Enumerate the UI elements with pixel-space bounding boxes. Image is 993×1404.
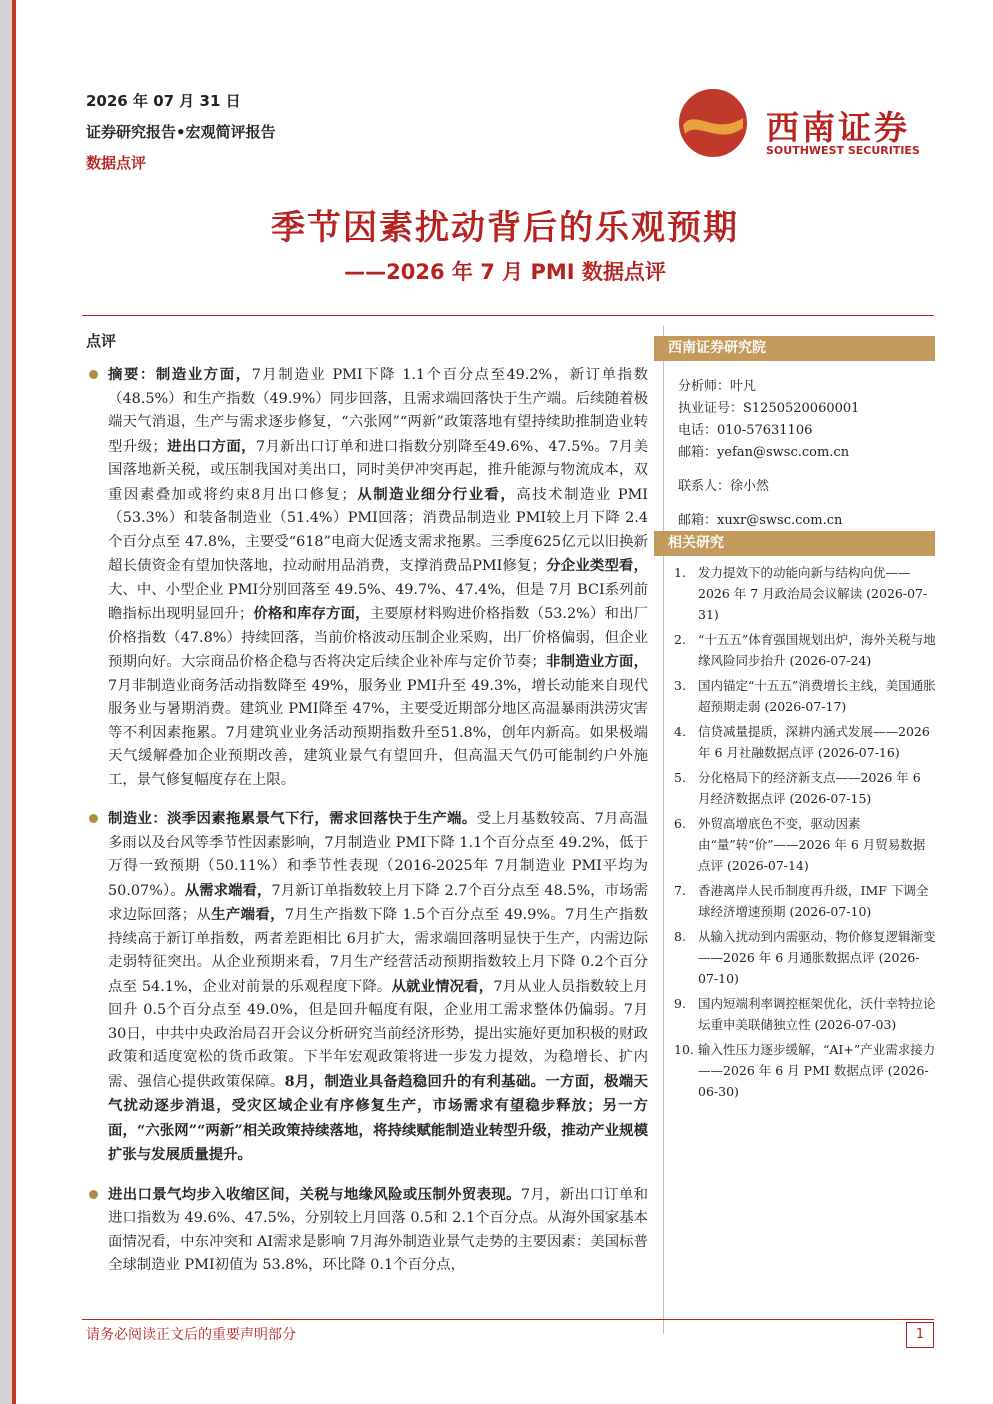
related-item[interactable]: 2. “十五五”体育强国规划出炉，海外关税与地缘风险同步抬升 (2026-07-24)	[674, 632, 936, 668]
footer-divider	[82, 1319, 934, 1320]
related-research-list	[674, 562, 936, 1106]
paragraph-text	[108, 1187, 648, 1274]
analyst-email[interactable]: 邮箱：yefan@swsc.com.cn	[678, 445, 850, 460]
related-item[interactable]: 7. 香港离岸人民币制度再升级，IMF 下调全球经济增速预期 (2026-07-10)	[674, 883, 929, 919]
phone-number: 电话：010-57631106	[678, 423, 813, 438]
emphasis-text: 分企业类型看，	[546, 557, 648, 574]
report-date: 2026 年 07 月 31 日	[86, 92, 241, 110]
body-text: 高技术制造业 PMI（53.3%）和装备制造业（51.4%）PMI回落；消费品制造业 PMI较上月下降 2.4个百分点至 47.8%，主要受“618”电商大促透支需求拖累。三季度625亿元以旧换新超长债资金有望加快落地，拉动耐用品消费，支撑消费品PMI修复；	[108, 486, 648, 574]
body-text: 7月制造业 PMI下降 1.1个百分点至49.2%，新订单指数（48.5%）和生产指数（49.9%）同步回落，且需求端回落快于生产端。后续随着极端天气消退，生产与需求逐步修复，“六张网”“两新”政策落地有望持续助推制造业转型升级；	[108, 367, 648, 455]
emphasis-text: 摘要：制造业方面，	[108, 366, 252, 383]
body-text: 受上月基数较高、7月高温多雨以及台风等季节性因素影响，7月制造业 PMI下降 1.1个百分点至 49.2%，低于万得一致预期（50.11%）和季节性表现（2016-2025年 7月制造业 PMI平均为 50.07%）。	[108, 811, 648, 899]
main-content	[86, 363, 648, 1293]
related-item[interactable]: 4. 信贷减量提质，深耕内涵式发展——2026 年 6 月社融数据点评 (2026-07-16)	[674, 724, 930, 760]
page-number: 1	[906, 1322, 934, 1348]
emphasis-text: 价格和库存方面，	[253, 605, 370, 622]
logo-text-cn: 西南证券	[766, 108, 910, 147]
related-item[interactable]: 6. 外贸高增底色不变，驱动因素由“量”转“价”——2026 年 6 月贸易数据点评 (2026-07-14)	[674, 816, 926, 873]
logo-text-en: SOUTHWEST SECURITIES	[766, 144, 920, 157]
emphasis-text: 从就业情况看，	[391, 977, 494, 995]
header-divider	[82, 315, 934, 316]
company-logo	[678, 88, 938, 168]
report-title: 季节因素扰动背后的乐观预期	[271, 208, 739, 248]
institute-header: 西南证券研究院	[654, 336, 935, 361]
analyst-name: 分析师：叶凡	[678, 379, 757, 394]
body-text: 7月新订单指数较上月下降 2.7个百分点至 48.5%，市场需求边际回落；从	[108, 882, 648, 923]
commentary-paragraph-1	[86, 363, 648, 792]
analyst-info	[678, 376, 859, 532]
bullet-icon	[89, 814, 98, 823]
disclaimer-notice: 请务必阅读正文后的重要声明部分	[86, 1327, 296, 1343]
emphasis-text: 进出口方面，	[166, 437, 256, 455]
bullet-icon	[89, 1190, 98, 1199]
emphasis-text: 生产端看，	[211, 906, 285, 923]
body-text: 大、中、小型企业 PMI分别回落至 49.5%、49.7%、47.4%，但是 7月 BCI系列前瞻指标出现明显回升；	[108, 581, 648, 622]
commentary-paragraph-2	[86, 807, 648, 1168]
license-number: 执业证号：S1250520060001	[678, 401, 860, 416]
related-item[interactable]: 5. 分化格局下的经济新支点——2026 年 6 月经济数据点评 (2026-07-15)	[674, 770, 921, 806]
body-text: 主要原材料购进价格指数（53.2%）和出厂价格指数（47.8%）持续回落，当前价格波动压制企业采购，出厂价格偏弱，但企业预期向好。大宗商品价格企稳与否将决定后续企业补库与定价节奏；	[108, 606, 648, 670]
related-research-header: 相关研究	[654, 531, 935, 556]
related-item[interactable]: 1. 发力提效下的动能向新与结构向优——2026 年 7 月政治局会议解读 (2026-07-31)	[674, 565, 928, 622]
body-text: 7月生产指数下降 1.5个百分点至 49.9%。7月生产指数持续高于新订单指数，两者差距相比 6月扩大，需求端回落明显快于生产，内需边际走弱特征突出。从企业预期来看，7月生产经营活动预期指数较上月下降 0.2个百分点至 54.1%，企业对前景的乐观程度下降。	[108, 907, 648, 995]
section-heading: 点评	[86, 332, 117, 350]
emphasis-text: 制造业：淡季因素拖累景气下行，需求回落快于生产端。	[108, 810, 477, 827]
report-tag: 数据点评	[86, 154, 147, 172]
emphasis-text: 从需求端看，	[184, 881, 272, 899]
emphasis-text: 8月，制造业具备趋稳回升的有利基础。一方面，极端天气扰动逐步消退，受灾区域企业有序修复生产，市场需求有望稳步释放；另一方面，“六张网”“两新”相关政策持续落地，将持续赋能制造业转型升级，推动产业规模扩张与发展质量提升。	[108, 1072, 648, 1163]
related-item[interactable]: 8. 从输入扰动到内需驱动，物价修复逻辑渐变——2026 年 6 月通胀数据点评 (2026-07-10)	[674, 929, 936, 986]
paragraph-text	[108, 811, 648, 1163]
related-item[interactable]: 3. 国内锚定“十五五”消费增长主线，美国通胀超预期走弱 (2026-07-17)	[674, 678, 936, 714]
report-subtitle: ——2026 年 7 月 PMI 数据点评	[344, 260, 666, 284]
report-type: 证券研究报告•宏观简评报告	[86, 123, 276, 141]
related-item[interactable]: 9. 国内短端利率调控框架优化，沃什幸特拉论坛重申美联储独立性 (2026-07-03)	[674, 996, 936, 1032]
body-text: 7月，新出口订单和进口指数为 49.6%、47.5%，分别较上月回落 0.5和 2.1个百分点。从海外国家基本面情况看，中东冲突和 AI需求是影响 7月海外制造业景气走势的主要因素：美国标普全球制造业 PMI初值为 53.8%，环比降 0.1个百分点，	[108, 1186, 648, 1273]
emphasis-text: 非制造业方面，	[545, 653, 648, 670]
report-header	[86, 90, 276, 173]
emphasis-text: 从制造业细分行业看，	[355, 485, 517, 503]
commentary-paragraph-3	[86, 1183, 648, 1278]
bullet-icon	[89, 370, 98, 379]
paragraph-text	[108, 367, 648, 788]
sidebar	[663, 326, 934, 1334]
body-text: 7月从业人员指数较上月回升 0.5个百分点至 49.0%，但是回升幅度有限，企业用工需求整体仍偏弱。7月 30日，中共中央政治局召开会议分析研究当前经济形势，提出实施好更加积极的财政政策和适度宽松的货币政策。下半年宏观政策将进一步发力提效，为稳增长、扩内需、强信心提供政策保障。	[108, 978, 648, 1090]
related-item[interactable]: 10. 输入性压力逐步缓解，“AI+”产业需求接力——2026 年 6 月 PMI 数据点评 (2026-06-30)	[674, 1042, 936, 1099]
logo-emblem-icon	[678, 88, 748, 158]
contact-name: 联系人：徐小然	[678, 479, 770, 494]
emphasis-text: 进出口景气均步入收缩区间，关税与地缘风险或压制外贸表现。	[108, 1185, 521, 1203]
contact-email[interactable]: 邮箱：xuxr@swsc.com.cn	[678, 513, 843, 528]
body-text: 7月非制造业商务活动指数降至 49%，服务业 PMI升至 49.3%，增长动能来自现代服务业与暑期消费。建筑业 PMI降至 47%，主要受近期部分地区高温暴雨洪涝灾害等不利因素拖累。7月建筑业业务活动预期指数升至51.8%，创年内新高。如果极端天气缓解叠加企业预期改善，建筑业景气有望回升，但高温天气仍可能制约户外施工，景气修复幅度存在上限。	[108, 677, 648, 788]
body-text: 7月新出口订单和进口指数分别降至49.6%、47.5%。7月美国落地新关税，或压制我国对美出口，同时美伊冲突再起，推升能源与物流成本，双重因素叠加或将约束8月出口修复；	[108, 438, 648, 503]
